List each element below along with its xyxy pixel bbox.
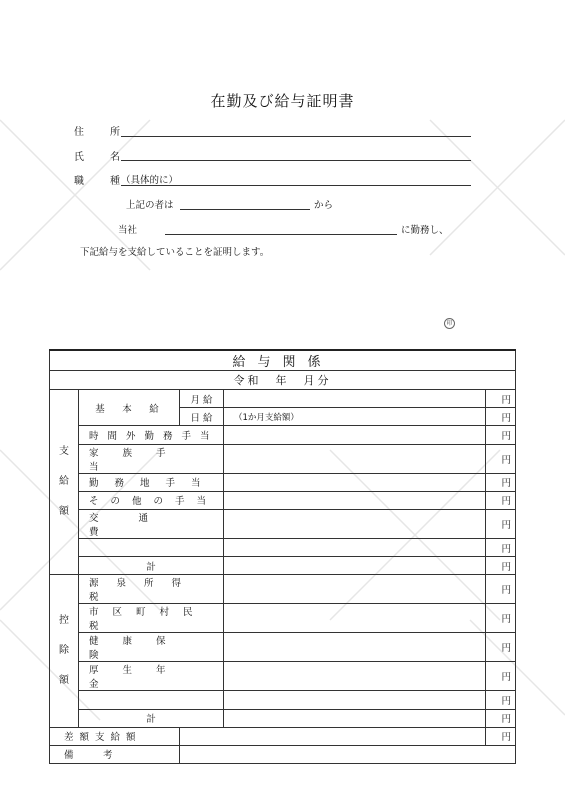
address-label: 住 所 <box>74 127 128 138</box>
other-allowance-value[interactable] <box>224 491 486 509</box>
remarks-label: 備 考 <box>50 745 180 763</box>
yen-unit: 円 <box>485 691 515 709</box>
net-pay-value[interactable] <box>180 727 486 745</box>
sentence2-prefix: 当社 <box>118 225 138 236</box>
payment-total-value[interactable] <box>224 557 486 575</box>
yen-unit: 円 <box>485 727 515 745</box>
sentence1-prefix: 上記の者は <box>126 200 174 211</box>
transport-label: 交通費 <box>79 509 224 538</box>
daily-value[interactable] <box>224 408 486 426</box>
daily-note: （1か月支給額） <box>234 412 299 423</box>
yen-unit: 円 <box>485 538 515 556</box>
name-label: 氏 名 <box>74 152 128 163</box>
health-insurance-label: 健康保険 <box>79 633 224 662</box>
blank-deduction-value[interactable] <box>224 691 486 709</box>
monthly-label: 月 給 <box>180 390 224 408</box>
yen-unit: 円 <box>485 557 515 575</box>
salary-table <box>49 349 516 764</box>
other-allowance-label: その他の手当 <box>79 491 224 509</box>
yen-unit: 円 <box>485 709 515 727</box>
blank-payment-value[interactable] <box>224 538 486 556</box>
sentence1-suffix: から <box>314 200 334 211</box>
deduction-total-label: 計 <box>79 709 224 727</box>
name-field[interactable] <box>121 160 471 161</box>
yen-unit: 円 <box>485 509 515 538</box>
overtime-label: 時間外勤務手当 <box>79 426 224 444</box>
yen-unit: 円 <box>485 662 515 691</box>
family-allowance-value[interactable] <box>224 444 486 473</box>
yen-unit: 円 <box>485 473 515 491</box>
resident-tax-label: 市区町村民税 <box>79 604 224 633</box>
yen-unit: 円 <box>485 390 515 408</box>
certification-sentence: 下記給与を支給していることを証明します。 <box>80 247 270 258</box>
period-row: 令和 年 月分 <box>50 371 516 390</box>
health-insurance-value[interactable] <box>224 633 486 662</box>
company-field[interactable] <box>165 234 397 235</box>
payment-side-label: 支 給 額 <box>50 390 79 575</box>
yen-unit: 円 <box>485 633 515 662</box>
document-title: 在勤及び給与証明書 <box>210 92 355 110</box>
yen-unit: 円 <box>485 426 515 444</box>
overtime-value[interactable] <box>224 426 486 444</box>
yen-unit: 円 <box>485 408 515 426</box>
yen-unit: 円 <box>485 444 515 473</box>
sentence2-suffix: に勤務し、 <box>401 225 449 236</box>
location-allowance-label: 勤務地手当 <box>79 473 224 491</box>
family-allowance-label: 家族手当 <box>79 444 224 473</box>
daily-label: 日 給 <box>180 408 224 426</box>
yen-unit: 円 <box>485 575 515 604</box>
deduction-total-value[interactable] <box>224 709 486 727</box>
net-pay-label: 差額支給額 <box>50 727 180 745</box>
blank-payment-label[interactable] <box>79 538 224 556</box>
seal-mark: 印 <box>444 318 455 329</box>
remarks-value[interactable] <box>180 745 516 763</box>
resident-tax-value[interactable] <box>224 604 486 633</box>
pension-label: 厚生年金 <box>79 662 224 691</box>
start-date-field[interactable] <box>180 209 310 210</box>
payment-total-label: 計 <box>79 557 224 575</box>
table-header: 給与関係 <box>50 350 516 371</box>
transport-value[interactable] <box>224 509 486 538</box>
yen-unit: 円 <box>485 491 515 509</box>
deduction-side-label: 控 除 額 <box>50 575 79 727</box>
address-field[interactable] <box>121 136 471 137</box>
monthly-value[interactable] <box>224 390 486 408</box>
yen-unit: 円 <box>485 604 515 633</box>
job-field[interactable] <box>121 185 471 186</box>
income-tax-label: 源泉所得税 <box>79 575 224 604</box>
pension-value[interactable] <box>224 662 486 691</box>
basic-pay-label: 基 本 給 <box>79 390 180 426</box>
blank-deduction-label[interactable] <box>79 691 224 709</box>
job-note: （具体的に） <box>121 175 179 186</box>
income-tax-value[interactable] <box>224 575 486 604</box>
job-label: 職 種 <box>74 176 128 187</box>
location-allowance-value[interactable] <box>224 473 486 491</box>
